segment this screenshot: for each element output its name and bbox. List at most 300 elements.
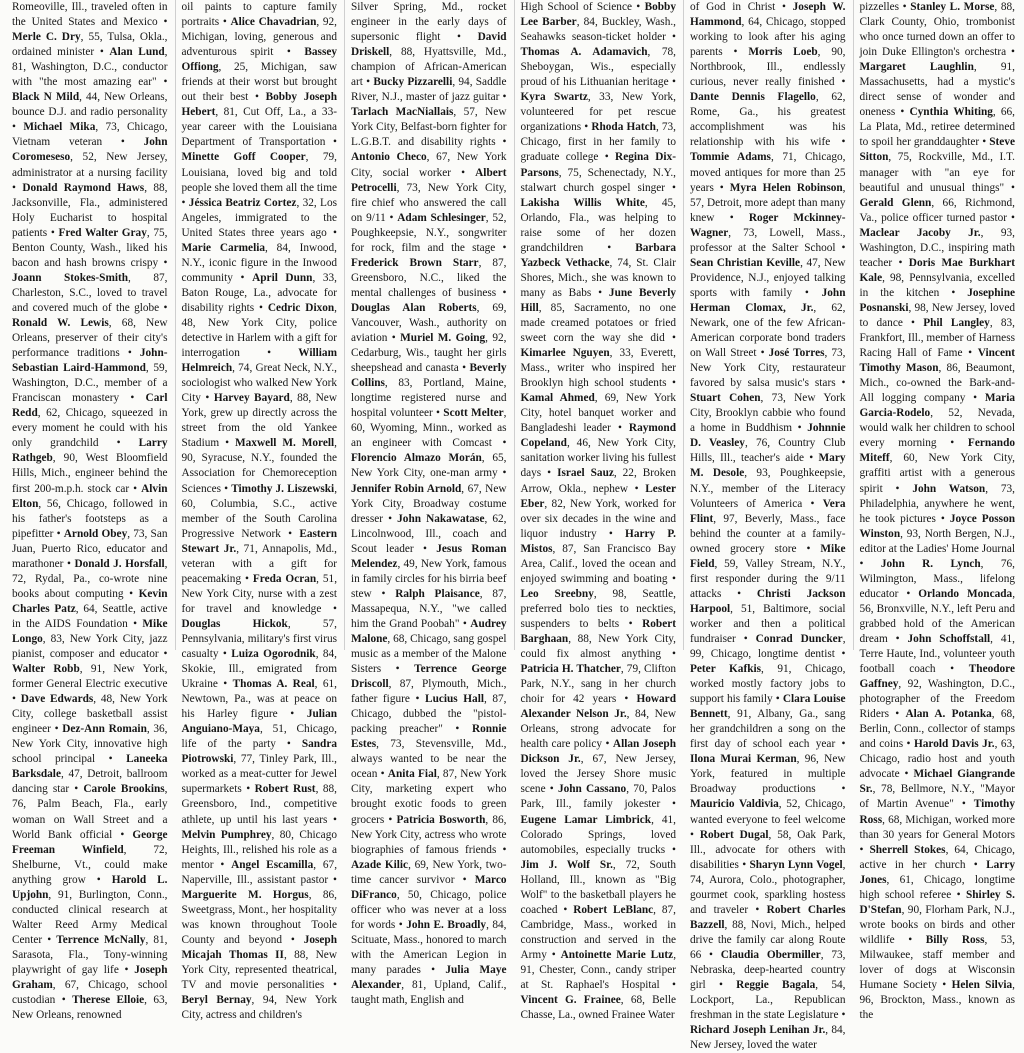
person-description: , 81, Sarasota, Fla., Tony-winning playwright of gay life • bbox=[12, 933, 168, 976]
person-description: , 72, South Holland, Ill., known as "Big Wolf" to the basketball players he coached • bbox=[520, 858, 676, 916]
person-description: , 71, Chicago, moved antiques for more than 25 years • bbox=[690, 151, 846, 194]
person-name: Allan Joseph Dickson Jr. bbox=[520, 738, 676, 766]
obituary-entry bbox=[521, 347, 677, 389]
person-description: , 87, Greensboro, N.C., liked the mental challenges of business • bbox=[351, 256, 507, 299]
person-description: , 22, Broken Arrow, Okla., nephew • bbox=[520, 467, 676, 495]
person-name: Dave Edwards bbox=[20, 693, 94, 706]
person-description: , 98, Seattle, preferred bolo ties to neckties, suspenders to belts • bbox=[520, 587, 676, 630]
person-description: , 68, Berlin, Conn., collector of stamps and coins • bbox=[859, 708, 1015, 751]
obituary-entry bbox=[690, 1024, 846, 1051]
person-description: , 73, New York City, Brooklyn cabbie who found a home in Buddhism • bbox=[690, 392, 846, 435]
person-description: , 51, New York City, nurse with a zest for travel and knowledge • bbox=[181, 572, 338, 615]
person-description: , 62, Newark, one of the few African-American corporate bond traders on Wall Street • bbox=[690, 301, 846, 360]
person-description: , 77, Tinley Park, Ill., worked as a meat-cutter for Jewel supermarkets • bbox=[181, 753, 337, 796]
person-name: Melvin Pumphrey bbox=[181, 828, 272, 841]
person-description: , 96, New York, featured in multiple Broadway productions • bbox=[690, 753, 846, 796]
person-description: , 98, New Jersey, loved to dance • bbox=[859, 301, 1015, 329]
person-name: Robert Rust bbox=[254, 783, 316, 796]
person-description: , 84, Scituate, Mass., honored to march with the American Legion in many parades • bbox=[351, 918, 507, 976]
person-name: Leo Sreebny bbox=[520, 587, 594, 600]
person-description: , 49, New York, famous in family circles for his birria beef stew • bbox=[351, 557, 507, 600]
person-name: Arnold Obey bbox=[63, 527, 128, 540]
person-name: Jennifer Robin Arnold bbox=[351, 482, 462, 495]
obituary-entry bbox=[351, 257, 507, 299]
person-description: , 53, Milwaukee, staff member and lover of dogs at Wisconsin Humane Society • bbox=[859, 933, 1015, 992]
person-name: Sandra Piotrowski bbox=[181, 738, 337, 766]
person-name: Frederick Brown Starr bbox=[351, 256, 479, 269]
person-name: Vincent G. Frainee bbox=[520, 994, 621, 1007]
person-name: Helen Silvia bbox=[951, 979, 1013, 992]
obituary-entry bbox=[690, 753, 846, 795]
person-description: , 52, Poughkeepsie, N.Y., songwriter for rock, film and the stage • bbox=[351, 211, 507, 254]
person-description: pizzelles • bbox=[859, 1, 907, 13]
person-description: , 73, San Juan, Puerto Rico, educator and marathoner • bbox=[12, 527, 168, 570]
person-name: Larry Rathgeb bbox=[12, 437, 168, 465]
person-description: , 74, Great Neck, N.Y., sociologist who walked New York City • bbox=[181, 362, 337, 405]
person-description: High School of Science • bbox=[520, 1, 641, 13]
person-description: , 93, Washington, D.C., inspiring math teacher • bbox=[859, 226, 1015, 269]
person-description: , 87, Chicago, dubbed the "pistol-packing preacher" • bbox=[351, 693, 507, 736]
person-name: Antoinette Marie Lutz bbox=[560, 948, 674, 961]
person-name: Dante Dennis Flagello bbox=[690, 91, 816, 104]
person-description: , 54, Lockport, La., Republican freshman in the state Legislature • bbox=[690, 979, 846, 1022]
person-name: Larry Jones bbox=[859, 858, 1016, 886]
person-name: Julia Maye Alexander bbox=[351, 964, 507, 992]
obituary-entry bbox=[521, 46, 677, 88]
person-description: , 60, Wyoming, Minn., worked as an engineer with Comcast • bbox=[351, 407, 507, 450]
person-description: , 57, Detroit, more adept than many knew • bbox=[690, 181, 846, 224]
person-description: , 55, Tulsa, Okla., ordained minister • bbox=[12, 31, 168, 59]
person-description: , 76, Palm Beach, Fla., early woman on Wall Street and a World Bank official • bbox=[12, 783, 168, 841]
person-name: Morris Loeb bbox=[748, 46, 818, 59]
person-description: , 60, New York City, graffiti artist with a generous spirit • bbox=[859, 452, 1015, 495]
person-name: Vincent Timothy Mason bbox=[859, 347, 1015, 375]
person-name: Fred Walter Gray bbox=[58, 226, 147, 239]
person-description: , 94, New York City, actress and children's bbox=[181, 994, 337, 1022]
person-description: , 62, Chicago, squeezed in every moment he could with his only grandchild • bbox=[12, 407, 168, 450]
person-name: George Freeman Winfield bbox=[12, 828, 168, 856]
person-description: , 91, Burlington, Conn., conducted clinical research at Walter Reed Army Medical Center • bbox=[12, 888, 168, 946]
person-description: , 73, Lowell, Mass., professor at the Salter School • bbox=[690, 226, 846, 254]
obituary-entry bbox=[12, 1, 168, 28]
person-description: , 44, New Orleans, bounce D.J. and radio personality • bbox=[12, 91, 168, 134]
person-description: , 84, New Orleans, strong advocate for health care policy • bbox=[520, 708, 676, 751]
person-name: June Beverly Hill bbox=[520, 286, 676, 314]
person-name: Jesus Roman Melendez bbox=[351, 542, 507, 570]
person-description: , 47, New Providence, N.J., enjoyed talking sports with family • bbox=[690, 256, 846, 299]
person-name: Jim J. Wolf Sr. bbox=[520, 858, 613, 871]
column-paragraph bbox=[351, 0, 507, 1008]
person-name: Fernando Miteff bbox=[859, 437, 1015, 465]
person-name: Gerald Glenn bbox=[859, 196, 932, 209]
person-name: John Schoffstall bbox=[907, 632, 991, 645]
person-name: Ronald W. Lewis bbox=[12, 316, 109, 329]
person-description: , 57, New York City, Belfast-born fighter for L.G.B.T. and disability rights • bbox=[351, 106, 507, 149]
person-name: Claudia Obermiller bbox=[720, 948, 821, 961]
person-description: , 79, Louisiana, loved big and told people she loved them all the time • bbox=[181, 151, 337, 209]
person-name: Harry P. Mistos bbox=[520, 527, 677, 555]
person-name: Douglas Hickok bbox=[181, 617, 288, 630]
person-description: , 64, Chicago, stopped working to look after his aging parents • bbox=[690, 16, 846, 59]
person-description: , 92, Cedarburg, Wis., taught her girls sheepshead and canasta • bbox=[351, 332, 507, 375]
person-description: , 83, New York City, jazz pianist, composer and educator • bbox=[12, 632, 168, 661]
person-description: , 87, Cambridge, Mass., worked in construction and served in the Army • bbox=[520, 903, 676, 961]
person-description: Romeoville, Ill., traveled often in the United States and Mexico • bbox=[12, 1, 168, 29]
person-name: Mike Longo bbox=[12, 617, 168, 645]
person-name: Donald Raymond Haws bbox=[22, 181, 145, 194]
person-description: , 67, New York City, Broadway costume dresser • bbox=[351, 482, 507, 525]
person-description: , 84, Skokie, Ill., emigrated from Ukraine • bbox=[181, 648, 337, 691]
obituary-entry bbox=[351, 106, 507, 148]
person-name: Stuart Cohen bbox=[690, 392, 761, 405]
person-name: William Helmreich bbox=[181, 347, 337, 375]
person-description: , 78, Sheboygan, Wis., especially proud of his Lithuanian heritage • bbox=[520, 46, 676, 89]
person-name: Audrey Malone bbox=[351, 617, 507, 645]
person-description: , 69, New York, two-time cancer survivor • bbox=[351, 858, 507, 886]
obituary-entry bbox=[521, 1, 641, 13]
person-description: , 75, Benton County, Wash., liked his bacon and hash browns crispy • bbox=[12, 226, 168, 269]
person-name: Patricia H. Thatcher bbox=[520, 663, 621, 676]
person-description: , 69, New York City, hotel banquet worker and Bangladeshi leader • bbox=[520, 392, 677, 435]
person-name: Mike Field bbox=[690, 542, 846, 570]
person-name: Cynthia Whiting bbox=[909, 106, 993, 119]
person-description: , 67, New Jersey, loved the Jersey Shore music scene • bbox=[520, 753, 676, 796]
person-name: Ronnie Estes bbox=[351, 723, 507, 751]
person-description: , 86, Sweetgrass, Mont., her hospitality was known throughout Toole County and beyond • bbox=[181, 888, 337, 946]
person-name: Bobby Joseph Hebert bbox=[181, 91, 338, 119]
person-name: Michael Mika bbox=[23, 121, 96, 134]
person-description: , 80, Chicago Heights, Ill., relished his role as a mentor • bbox=[181, 828, 337, 871]
person-description: , 56, Bronxville, N.Y., left Peru and grabbed hold of the American dream • bbox=[859, 587, 1016, 645]
person-description: , 73, Stevensville, Md., always wanted to be near the ocean • bbox=[351, 738, 507, 781]
person-name: Sherrell Stokes bbox=[869, 843, 946, 856]
person-description: , 84, Inwood, N.Y., iconic figure in the Inwood community • bbox=[181, 241, 337, 284]
person-description: , 81, Washington, D.C., conductor with "the most amazing ear" • bbox=[12, 46, 168, 89]
person-name: Peter Kafkis bbox=[690, 663, 762, 676]
person-description: , 73, Chicago, first in her family to graduate college • bbox=[520, 121, 676, 164]
person-name: Alice Chavadrian bbox=[230, 16, 317, 29]
person-name: Israel Sauz bbox=[557, 467, 614, 480]
person-description: , 93, Poughkeepsie, N.Y., member of the Literacy Volunteers of America • bbox=[690, 467, 846, 510]
person-name: Therese Elloie bbox=[72, 994, 145, 1007]
person-description: , 87, Massapequa, N.Y., "we called him the Grand Poobah" • bbox=[351, 587, 507, 630]
person-name: John-Sebastian Laird-Hammond bbox=[12, 347, 168, 375]
person-name: Thomas A. Real bbox=[232, 678, 315, 691]
person-description: , 79, Clifton Park, N.Y., sang in her church choir for 42 years • bbox=[520, 663, 677, 706]
person-name: Christi Jackson Harpool bbox=[690, 587, 846, 615]
person-name: Eugene Lamar Limbrick bbox=[520, 813, 652, 826]
person-name: Doris Mae Burkhart Kale bbox=[859, 256, 1015, 284]
person-name: Harold Davis Jr. bbox=[913, 738, 995, 751]
obituary-entry bbox=[521, 814, 677, 856]
person-description: oil paints to capture family portraits • bbox=[181, 1, 337, 29]
person-description: , 73, New York City, fire chief who answered the call on 9/11 • bbox=[351, 181, 507, 224]
person-name: Terrence George Driscoll bbox=[351, 663, 507, 691]
person-description: , 90, Florham Park, N.J., wrote books on birds and other wildlife • bbox=[859, 903, 1015, 946]
person-name: Thomas A. Adamavich bbox=[520, 46, 648, 59]
person-description: , 68, Belle Chasse, La., owned Frainee Water bbox=[520, 994, 676, 1022]
person-description: , 68, New Orleans, preserver of their city's performance traditions • bbox=[12, 316, 168, 360]
person-description: , 58, Oak Park, Ill., advocate for others with disabilities • bbox=[690, 828, 846, 871]
person-description: , 88, New York City, represented theatrical, TV and movie personalities • bbox=[181, 948, 337, 992]
person-name: Walter Robb bbox=[12, 663, 80, 676]
person-description: , 33, New York, volunteered for pet rescue organizations • bbox=[520, 91, 676, 134]
person-name: Joyce Posson Winston bbox=[859, 512, 1016, 540]
person-name: Sean Christian Keville bbox=[690, 256, 801, 269]
person-name: April Dunn bbox=[252, 271, 313, 284]
person-name: Scott Melter bbox=[443, 407, 504, 420]
person-description: , 93, North Bergen, N.J., editor at the Ladies' Home Journal • bbox=[859, 527, 1015, 570]
person-description: , 41, Terre Haute, Ind., volunteer youth football coach • bbox=[859, 632, 1015, 676]
person-description: , 48, New York City, police detective in Harlem with a gift for interrogation • bbox=[181, 301, 337, 360]
person-name: Timothy J. Liszewski bbox=[231, 482, 335, 495]
person-name: Dez-Ann Romain bbox=[62, 723, 147, 736]
person-description: , 52, Nevada, would walk her children to school every morning • bbox=[859, 407, 1015, 450]
column-paragraph bbox=[690, 0, 846, 1053]
person-description: , 64, Seattle, active in the AIDS Foundation • bbox=[12, 602, 168, 630]
person-name: Lakisha Willis White bbox=[520, 196, 645, 209]
person-name: Reggie Bagala bbox=[736, 979, 816, 992]
person-name: Timothy Ross bbox=[859, 798, 1015, 826]
person-description: , 92, Michigan, loving, generous and adventurous spirit • bbox=[181, 16, 337, 59]
person-description: , 63, Chicago, radio host and youth advocate • bbox=[859, 738, 1015, 781]
person-description: , 91, Albany, Ga., sang her grandchildren a song on the first day of school each year • bbox=[690, 708, 846, 751]
person-description: , 87, Charleston, S.C., loved to travel and covered much of the globe • bbox=[12, 271, 168, 314]
obituary-entry bbox=[351, 452, 507, 479]
person-name: Howard Alexander Nelson Jr. bbox=[520, 693, 676, 721]
person-description: , 61, Newtown, Pa., was at peace on his Harley figure • bbox=[181, 678, 337, 721]
person-description: , 51, Chicago, life of the party • bbox=[181, 723, 337, 751]
person-description: , 63, New Orleans, renowned bbox=[12, 994, 168, 1022]
person-description: , 51, Baltimore, social worker and then a political fundraiser • bbox=[690, 602, 846, 645]
person-name: Joseph W. Hammond bbox=[690, 1, 846, 29]
person-name: Kimarlee Nguyen bbox=[520, 347, 610, 360]
person-description: , 25, Michigan, saw friends at their worst but brought out their best • bbox=[181, 61, 337, 104]
person-description: , 73, Philadelphia, anywhere he went, he took pictures • bbox=[859, 482, 1015, 525]
person-description: , 87, Plymouth, Mich., father figure • bbox=[351, 678, 507, 706]
person-name: Richard Joseph Lenihan Jr. bbox=[690, 1024, 826, 1037]
person-description: , 73, Chicago, Vietnam veteran • bbox=[12, 121, 168, 149]
person-description: , 92, Washington, D.C., photographer of the Freedom Riders • bbox=[859, 678, 1015, 721]
person-description: , 68, Michigan, worked more than 30 years for General Motors • bbox=[859, 813, 1015, 856]
person-name: Steve Sitton bbox=[859, 136, 1015, 164]
person-description: , 83, Frankfort, Ill., member of Harness Racing Hall of Fame • bbox=[859, 316, 1015, 360]
person-description: , 83, Portland, Maine, longtime registered nurse and hospital volunteer • bbox=[351, 377, 507, 420]
person-description: , 33, Baton Rouge, La., advocate for disability rights • bbox=[181, 271, 337, 314]
person-name: Kyra Swartz bbox=[520, 91, 588, 104]
person-description: , 97, Beverly, Mass., face behind the counter at a family-owned grocery store • bbox=[690, 512, 846, 555]
person-description: , 59, Washington, D.C., member of a Franciscan monastery • bbox=[12, 362, 168, 405]
person-description: , 91, Chicago, worked mostly factory jobs to support his family • bbox=[690, 663, 846, 706]
person-description: , 88, New York, grew up directly across the street from the old Yankee Stadium • bbox=[181, 392, 337, 450]
person-name: Rhoda Hatch bbox=[591, 121, 656, 134]
person-description: , 73, New York City, restaurateur favored by salsa music's stars • bbox=[690, 347, 846, 390]
person-name: Margaret Laughlin bbox=[859, 61, 974, 74]
person-name: Mary M. Desole bbox=[690, 452, 846, 480]
person-name: Joseph Micajah Thomas II bbox=[181, 933, 337, 961]
person-name: Alan Lund bbox=[109, 46, 165, 59]
person-name: Maria Garcia-Rodelo bbox=[859, 392, 1015, 420]
person-name: Luiza Ogorodnik bbox=[231, 648, 316, 661]
person-name: Laneeka Barksdale bbox=[12, 753, 168, 781]
column-paragraph bbox=[521, 0, 677, 1023]
person-name: Mauricio Valdivia bbox=[690, 798, 779, 811]
person-name: Tommie Adams bbox=[690, 151, 771, 164]
person-name: Kevin Charles Patz bbox=[12, 587, 168, 615]
person-description: , 68, Chicago, sang gospel music as a member of the Malone Sisters • bbox=[351, 632, 507, 676]
obituary-entry bbox=[182, 994, 338, 1021]
person-name: John Watson bbox=[912, 482, 986, 495]
person-name: Azade Kilic bbox=[351, 858, 409, 871]
person-name: Joseph Graham bbox=[12, 964, 168, 992]
person-name: Minette Goff Cooper bbox=[181, 151, 306, 164]
person-description: , 72, Rydal, Pa., co-wrote nine books about computing • bbox=[12, 557, 168, 600]
person-name: Angel Escamilla bbox=[231, 858, 314, 871]
person-name: Ilona Murai Kerman bbox=[690, 753, 797, 766]
person-description: , 86, New York City, actress who wrote biographies of famous friends • bbox=[351, 813, 507, 856]
person-name: Terrence McNally bbox=[56, 933, 146, 946]
person-name: Orlando Moncada bbox=[918, 587, 1013, 600]
person-name: John Nakawatase bbox=[397, 512, 485, 525]
person-description: , 69, Vancouver, Wash., authority on aviation • bbox=[351, 301, 507, 345]
person-name: Clara Louise Bennett bbox=[690, 693, 846, 721]
person-name: Stanley L. Morse bbox=[910, 1, 995, 13]
person-description: , 88, Hyattsville, Md., champion of African-American art • bbox=[351, 46, 507, 89]
person-description: , 90, Northbrook, Ill., endlessly curious, never really finished • bbox=[690, 46, 846, 89]
person-description: , 87, San Francisco Bay Area, Calif., loved the ocean and enjoyed swimming and boating • bbox=[520, 542, 676, 585]
person-name: Theodore Gaffney bbox=[859, 663, 1015, 691]
person-name: Eastern Stewart Jr. bbox=[181, 527, 337, 555]
person-name: John E. Broadly bbox=[406, 918, 487, 931]
person-name: Robert LeBlanc bbox=[573, 903, 654, 916]
person-description: , 75, Rockville, Md., I.T. manager with "an eye for beautiful and unusual things" • bbox=[859, 151, 1015, 194]
person-name: Patricia Bosworth bbox=[396, 813, 486, 826]
person-name: Joann Stokes-Smith bbox=[12, 271, 129, 284]
person-description: , 88, Clark County, Ohio, trombonist who once turned down an offer to join Duke Ellington's orchestra • bbox=[859, 1, 1015, 59]
person-description: , 62, Lincolnwood, Ill., coach and Scout leader • bbox=[351, 512, 507, 555]
person-name: Florencio Almazo Morán bbox=[351, 452, 482, 465]
person-description: , 91, Massachusetts, had a mystic's direct sense of wonder and oneness • bbox=[859, 61, 1015, 119]
person-name: Harold L. Upjohn bbox=[12, 873, 168, 901]
person-description: , 67, Chicago, school custodian • bbox=[12, 979, 168, 1007]
person-name: Beryl Bernay bbox=[181, 994, 252, 1007]
person-description: , 67, Naperville, Ill., assistant pastor • bbox=[181, 858, 338, 886]
person-name: Douglas Alan Roberts bbox=[351, 301, 477, 314]
text-column bbox=[515, 0, 685, 1022]
column-paragraph bbox=[182, 0, 338, 1023]
person-description: , 90, Syracuse, N.Y., founded the Association for Chemoreception Sciences • bbox=[181, 437, 337, 495]
column-paragraph bbox=[860, 0, 1016, 1023]
person-description: , 81, Upland, Calif., taught math, English and bbox=[351, 979, 507, 1007]
person-name: Sharyn Lynn Vogel bbox=[749, 858, 843, 871]
person-description: , 96, Brockton, Mass., known as the bbox=[859, 979, 1015, 1022]
person-name: John R. Lynch bbox=[880, 557, 981, 570]
person-description: , 50, Chicago, police officer who was never at a loss for words • bbox=[351, 888, 507, 931]
person-description: , 66, La Plata, Md., retiree determined to spoil her granddaughter • bbox=[859, 106, 1015, 149]
person-description: , 74, Aurora, Colo., photographer, gourmet cook, sparkling hostess and traveler • bbox=[690, 858, 846, 916]
person-description: , 82, New York, worked for over six decades in the wine and liquor industry • bbox=[520, 497, 676, 540]
text-column bbox=[684, 0, 854, 1052]
person-description: , 57, Pennsylvania, military's first virus casualty • bbox=[181, 617, 337, 661]
person-name: Carl Redd bbox=[12, 392, 168, 420]
person-name: Merle C. Dry bbox=[12, 31, 81, 44]
person-description: , 88, Greensboro, Ind., competitive athlete, up until his last years • bbox=[181, 783, 337, 826]
person-description: , 91, New York, former General Electric executive • bbox=[12, 663, 168, 706]
person-description: , 87, New York City, marketing expert who brought exotic foods to green grocers • bbox=[351, 768, 507, 826]
person-description: , 76, Country Club Hills, Ill., teacher's aide • bbox=[690, 437, 846, 465]
person-name: Marie Carmelia bbox=[181, 241, 265, 254]
person-name: Bassey Offiong bbox=[181, 46, 338, 74]
person-name: Lucius Hall bbox=[425, 693, 484, 706]
person-name: Josephine Posnanski bbox=[859, 286, 1015, 314]
person-description: , 72, Shelburne, Vt., could make anything grow • bbox=[12, 843, 168, 886]
obituary-entry bbox=[690, 1, 786, 13]
obituary-entry bbox=[182, 197, 338, 239]
person-description: , 33, Everett, Mass., writer who inspired her Brooklyn high school students • bbox=[520, 347, 676, 390]
obituary-entry bbox=[860, 197, 1016, 224]
person-name: Ralph Plaisance bbox=[395, 587, 480, 600]
person-description: , 60, Columbia, S.C., active member of the South Carolina Progressive Network • bbox=[181, 482, 338, 540]
person-description: , 66, Richmond, Va., police officer turned pastor • bbox=[859, 196, 1015, 224]
person-name: Donald J. Horsfall bbox=[74, 557, 165, 570]
person-name: Bobby Lee Barber bbox=[520, 1, 676, 29]
person-name: Robert Barghaan bbox=[520, 617, 677, 645]
person-description: , 94, Saddle River, N.J., master of jazz guitar • bbox=[351, 76, 507, 104]
person-description: , 90, West Bloomfield Hills, Mich., engineer behind the first 200-m.p.h. stock car • bbox=[12, 452, 168, 495]
person-description: , 45, Orlando, Fla., was helping to raise some of her dozen grandchildren • bbox=[520, 196, 676, 254]
person-name: Muriel M. Going bbox=[400, 332, 486, 345]
obituary-entry bbox=[351, 76, 507, 103]
person-name: Vera Flint bbox=[690, 497, 846, 525]
person-description: , 52, New Jersey, administrator at a nursing facility • bbox=[12, 151, 168, 194]
person-name: Robert Charles Bazzell bbox=[690, 903, 846, 931]
obituary-entry bbox=[690, 91, 846, 148]
person-name: Julian Anguiano-Maya bbox=[181, 708, 337, 736]
person-description: , 84, New Jersey, loved the water bbox=[690, 1024, 846, 1052]
person-name: Robert Dugal bbox=[699, 828, 769, 841]
person-description: , 67, New York City, social worker • bbox=[351, 151, 507, 179]
person-description: , 88, Jacksonville, Fla., administered Holy Eucharist to hospital patients • bbox=[12, 181, 168, 239]
person-description: , 78, Bellmore, N.Y., "Mayor of Martin Avenue" • bbox=[859, 783, 1015, 811]
person-name: Barbara Yazbeck Vethacke bbox=[520, 241, 677, 269]
person-name: Adam Schlesinger bbox=[397, 211, 486, 224]
person-description: Silver Spring, Md., rocket engineer in the early days of supersonic flight • bbox=[351, 1, 507, 44]
person-name: Johnnie D. Veasley bbox=[690, 422, 846, 450]
person-name: Tarlach MacNiallais bbox=[351, 106, 454, 119]
person-name: Alan A. Potanka bbox=[905, 708, 992, 721]
person-name: Regina Dix-Parsons bbox=[520, 151, 676, 179]
person-description: , 88, Novi, Mich., helped drive the family car along Route 66 • bbox=[690, 918, 846, 961]
person-name: Phil Langley bbox=[923, 316, 990, 329]
person-name: Cedric Dixon bbox=[267, 301, 335, 314]
person-name: Anita Fial bbox=[387, 768, 437, 781]
obituary-entry bbox=[521, 994, 677, 1021]
person-name: Raymond Copeland bbox=[520, 422, 677, 450]
person-description: , 76, Wilmington, Mass., lifelong educator • bbox=[859, 557, 1015, 600]
person-description: , 46, New York City, sanitation worker living his fullest days • bbox=[520, 437, 676, 480]
person-description: , 59, Valley Stream, N.Y., first responder during the 9/11 attacks • bbox=[690, 557, 846, 600]
person-name: John Cassano bbox=[557, 783, 627, 796]
person-description: , 41, Colorado Springs, loved automobiles, especially trucks • bbox=[520, 813, 676, 856]
obituary-entry bbox=[12, 272, 168, 314]
person-name: Lester Eber bbox=[520, 482, 677, 510]
person-description: , 75, Schenectady, N.Y., stalwart church gospel singer • bbox=[520, 166, 676, 194]
person-name: Black N Mild bbox=[12, 91, 80, 104]
text-column bbox=[854, 0, 1023, 1022]
person-name: Marco DiFranco bbox=[351, 873, 507, 901]
person-description: of God in Christ • bbox=[690, 1, 786, 13]
person-description: , 99, Chicago, longtime dentist • bbox=[690, 632, 846, 661]
